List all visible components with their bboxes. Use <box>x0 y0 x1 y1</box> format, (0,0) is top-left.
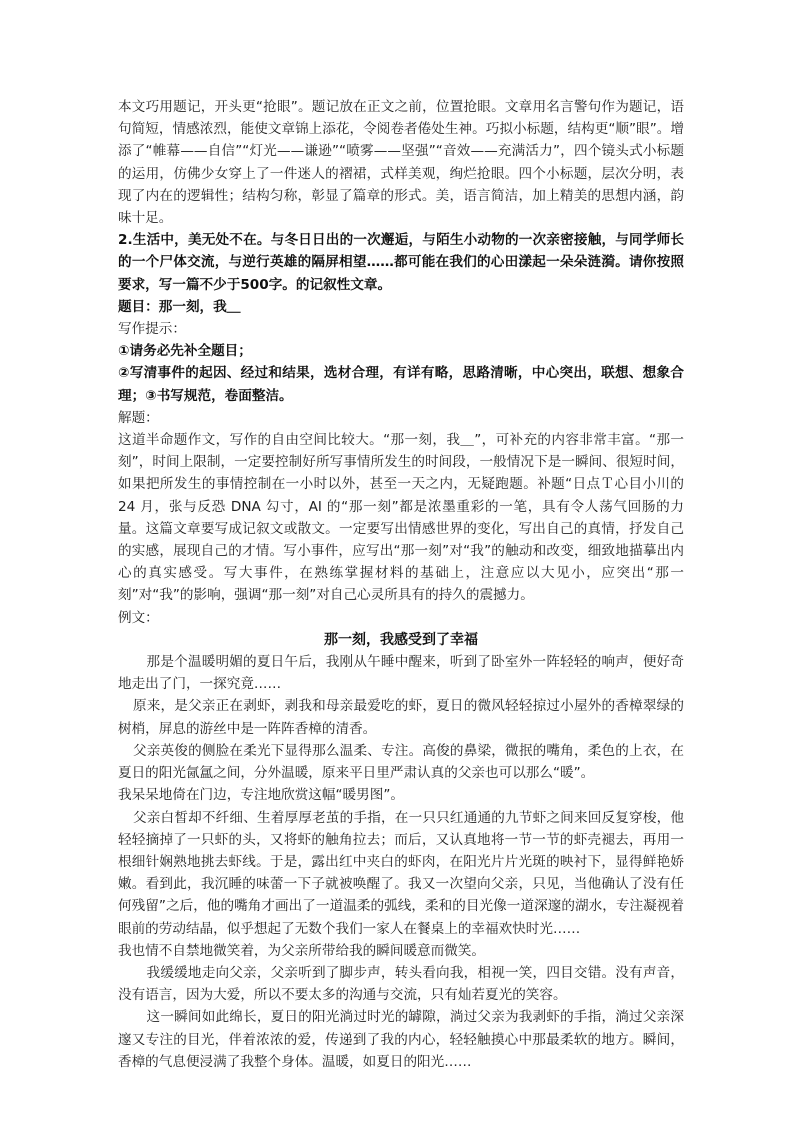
example-label: 例文： <box>118 609 159 626</box>
analysis-paragraph: 这道半命题作文，写作的自由空间比较大。“那一刻，我＿”，可补充的内容非常丰富。“那一刻”，时间上限制，一定要控制好所写事情所发生的时间段，一般情况下是一瞬间、很短时间，如果把所发生的事情控制在一小时以外，甚至一天之内，无疑跑题。补题“日点Ｔ心目小川的 24 月，张与反恐 DNA 勾寸，AI 的“那一刻”都是浓墨重彩的一笔，具有令人荡气回肠的力量。这篇文章要写成记叙文或散文。一定要写出情感世界的变化，写出自己的真情，抒发自己的实感，展现自己的才情。写小事件，应写出“那一刻”对“我”的触动和改变，细致地描摹出内心的真实感受。写大事件，在熟练掌握材料的基础上，注意应以大见小，应突出“那一刻”对“我”的影响，强调“那一刻”对自己心灵所具有的持久的震撼力。 <box>118 432 684 604</box>
tip-2: ②写清事件的起因、经过和结果，选材合理，有详有略，思路清晰，中心突出，联想、想象合理；③书写规范，卷面整洁。 <box>118 365 684 404</box>
essay-paragraph: 我也情不自禁地微笑着，为父亲所带给我的瞬间暖意而微笑。 <box>118 942 486 959</box>
essay-paragraph: 父亲英俊的侧脸在柔光下显得那么温柔、专注。高俊的鼻梁，微抿的嘴角，柔色的上衣，在夏日的阳光氤氲之间，分外温暖，原来平日里严肃认真的父亲也可以那么“暖”。 <box>118 742 684 782</box>
essay-paragraph: 父亲白皙却不纤细、生着厚厚老茧的手指，在一只只红通通的九节虾之间来回反复穿梭，他轻轻摘掉了一只虾的头，又将虾的触角拉去；而后，又认真地将一节一节的虾壳褪去，再用一根细针娴熟地挑去虾线。于是，露出红中夹白的虾肉，在阳光片片光斑的映衬下，显得鲜艳娇嫩。看到此，我沉睡的味蕾一下子就被唤醒了。我又一次望向父亲，只见，当他确认了没有任何残留”之后，他的嘴角才画出了一道温柔的弧线，柔和的目光像一道深邃的湖水，专注凝视着眼前的劳动结晶，似乎想起了无数个我们一家人在餐桌上的幸福欢快时光…… <box>118 809 684 937</box>
essay-paragraph: 我缓缓地走向父亲，父亲听到了脚步声，转头看向我，相视一笑，四目交错。没有声音，没有语言，因为大爱，所以不要太多的沟通与交流，只有灿若夏光的笑容。 <box>118 964 684 1004</box>
tip-1: ①请务必先补全题目； <box>118 343 252 360</box>
document-body <box>118 96 684 1073</box>
essay-paragraph: 那是个温暖明媚的夏日午后，我刚从午睡中醒来，听到了卧室外一阵轻轻的响声，便好奇地走出了门，一探究竟…… <box>118 654 684 693</box>
essay-paragraph: 原来，是父亲正在剥虾，剥我和母亲最爱吃的虾，夏日的微风轻轻掠过小屋外的香樟翠绿的树梢，屏息的游丝中是一阵阵香樟的清香。 <box>118 698 684 737</box>
analysis-label: 解题： <box>118 409 159 426</box>
essay-title: 那一刻，我感受到了幸福 <box>324 631 478 648</box>
tips-heading: 写作提示： <box>118 321 186 338</box>
essay-question: 2.生活中，美无处不在。与冬日日出的一次邂逅，与陌生小动物的一次亲密接触，与同学师长的一个尸体交流，与逆行英雄的隔屏相望……都可能在我们的心田漾起一朵朵涟漪。请你按照要求，写一篇不少于500字。的记叙性文章。 <box>118 232 684 293</box>
essay-paragraph: 我呆呆地倚在门边，专注地欣赏这幅“暖男图”。 <box>118 787 404 804</box>
essay-paragraph: 这一瞬间如此绵长，夏日的阳光淌过时光的罅隙，淌过父亲为我剥虾的手指，淌过父亲深邃又专注的目光，伴着浓浓的爱，传递到了我的内心，轻轻触摸心中那最柔软的地方。瞬间，香樟的气息便浸满了我整个身体。温暖，如夏日的阳光…… <box>118 1009 684 1070</box>
intro-paragraph: 本文巧用题记，开头更“抢眼”。题记放在正文之前，位置抢眼。文章用名言警句作为题记，语句简短，情感浓烈，能使文章锦上添花，令阅卷者倦处生神。巧拟小标题，结构更“顺”眼”。增添了“帷幕——自信”“灯光——谦逊”“喷雾——坚强”“音效——充满活力”，四个镜头式小标题的运用，仿佛少女穿上了一件迷人的褶裙，式样美观，绚烂抢眼。四个小标题，层次分明，表现了内在的逻辑性；结构匀称，彰显了篇章的形式。美，语言简洁，加上精美的思想内涵，韵味十足。 <box>118 99 684 227</box>
essay-topic: 题目：那一刻，我＿ <box>118 298 241 315</box>
